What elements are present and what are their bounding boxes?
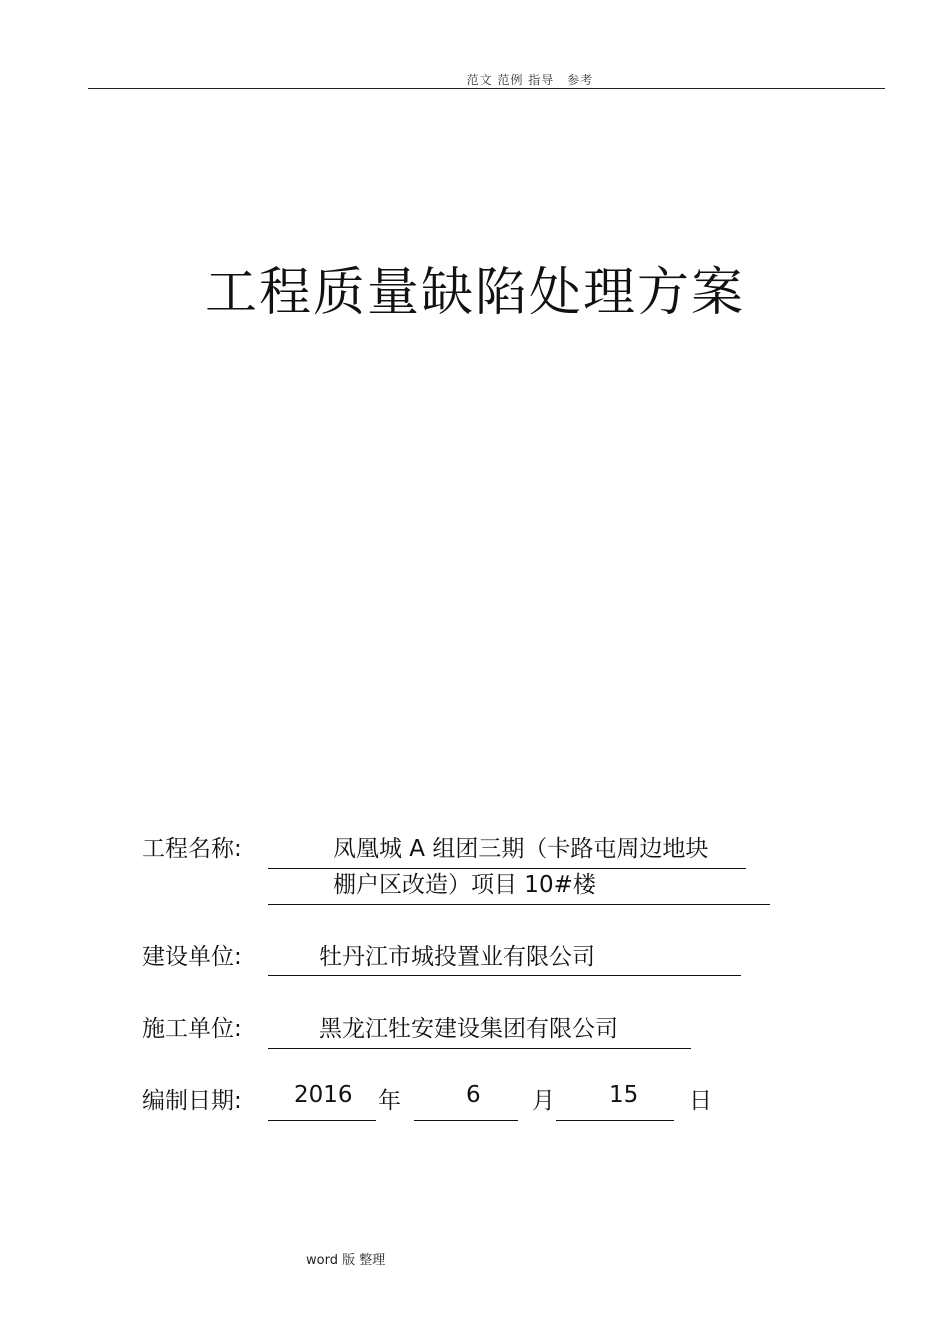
date-day-underline bbox=[556, 1120, 674, 1121]
contractor-underline bbox=[268, 1048, 691, 1049]
project-name-value-line2: 棚户区改造）项目 10#楼 bbox=[333, 872, 596, 898]
date-year: 2016 bbox=[294, 1082, 353, 1108]
date-month: 6 bbox=[466, 1082, 481, 1108]
date-month-unit: 月 bbox=[532, 1088, 555, 1114]
date-year-underline bbox=[268, 1120, 376, 1121]
date-label: 编制日期: bbox=[142, 1088, 242, 1114]
project-name-value-line1: 凤凰城 A 组团三期（卡路屯周边地块 bbox=[333, 836, 709, 862]
date-year-unit: 年 bbox=[378, 1088, 401, 1114]
document-title: 工程质量缺陷处理方案 bbox=[204, 263, 745, 323]
date-day: 15 bbox=[609, 1082, 639, 1108]
project-name-underline-2 bbox=[268, 904, 770, 905]
builder-underline bbox=[268, 975, 741, 976]
date-day-unit: 日 bbox=[689, 1088, 712, 1114]
header-divider bbox=[88, 88, 885, 89]
page-footer-text: word 版 整理 bbox=[306, 1253, 386, 1268]
contractor-label: 施工单位: bbox=[142, 1016, 242, 1042]
project-name-label: 工程名称: bbox=[142, 836, 242, 862]
builder-value: 牡丹江市城投置业有限公司 bbox=[319, 944, 595, 970]
contractor-value: 黑龙江牡安建设集团有限公司 bbox=[319, 1016, 618, 1042]
builder-label: 建设单位: bbox=[142, 944, 242, 970]
page-header-text: 范文 范例 指导 参考 bbox=[466, 73, 594, 87]
date-month-underline bbox=[414, 1120, 518, 1121]
